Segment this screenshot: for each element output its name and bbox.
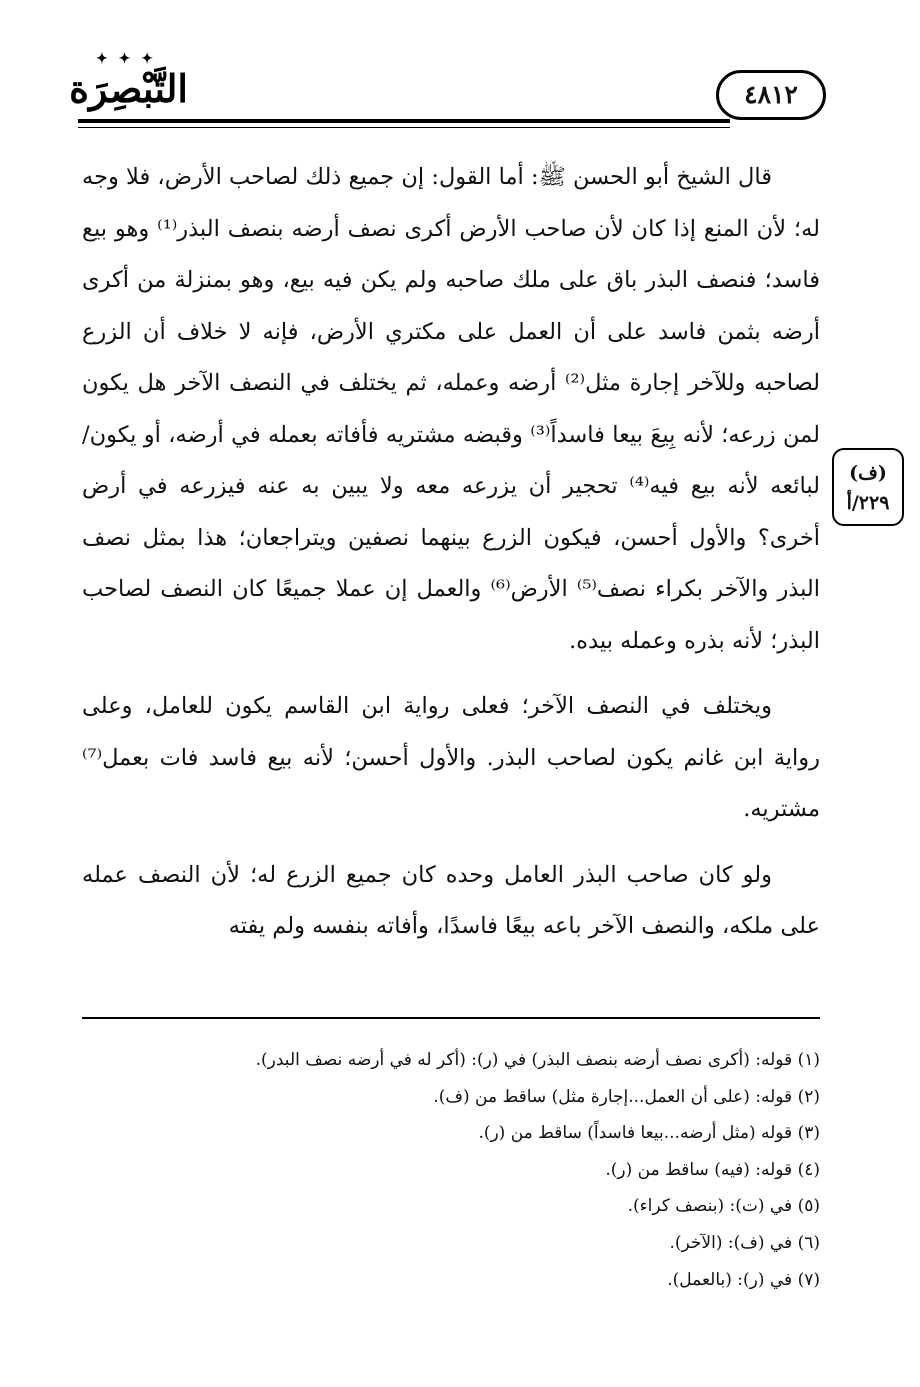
page-number-badge [716, 70, 826, 120]
header-rule-thin [78, 127, 730, 128]
paragraph: قال الشيخ أبو الحسن ﷺ: أما القول: إن جميع ذلك لصاحب الأرض، فلا وجه له؛ لأن المنع إذا كان لأن صاحب الأرض أكرى نصف أرضه بنصف البذر⁽¹⁾ وهو بيع فاسد؛ فنصف البذر باق على ملك صاحبه ولم يكن فيه بيع، وهو بمنزلة من أكرى أرضه بثمن فاسد على أن العمل على مكتري الأرض، فإنه لا خلاف أن الزرع لصاحبه وللآخر إجارة مثل⁽²⁾ أرضه وعمله، ثم يختلف في النصف الآخر هل يكون لمن زرعه؛ لأنه بِيعَ بيعا فاسداً⁽³⁾ وقبضه مشتريه فأفاته بعمله في أرضه، أو يكون/ لبائعه لأنه بيع فيه⁽⁴⁾ تحجير أن يزرعه معه ولا يبين به عنه فيزرعه في أرض أخرى؟ والأول أحسن، فيكون الزرع بينهما نصفين ويتراجعان؛ هذا بمثل نصف البذر والآخر بكراء نصف⁽⁵⁾ الأرض⁽⁶⁾ والعمل إن عملا جميعًا كان النصف لصاحب البذر؛ لأنه بذره وعمله بيده. [82, 164, 821, 654]
paragraph: ويختلف في النصف الآخر؛ فعلى رواية ابن القاسم يكون للعامل، وعلى رواية ابن غانم يكون لصاحب البذر. والأول أحسن؛ لأنه بيع فاسد فات بعمل⁽⁷⁾ مشتريه. [82, 693, 820, 822]
running-head-title [69, 51, 188, 120]
footnote: (٧) في (ر): (بالعمل). [667, 1269, 820, 1290]
page-number: ٤٨١٢ [744, 80, 798, 109]
footnote: (٥) في (ت): (بنصف كراء). [627, 1196, 820, 1217]
ornament-dots-icon: ✦ ✦ ✦ [96, 51, 156, 67]
manuscript-margin-note [832, 448, 904, 526]
main-text [82, 152, 820, 953]
paragraph: ولو كان صاحب البذر العامل وحده كان جميع الزرع له؛ لأن النصف عمله على ملكه، والنصف الآخر باعه بيعًا فاسدًا، وأفاته بنفسه ولم يفته [82, 861, 820, 939]
footnote: (٦) في (ف): (الآخر). [669, 1232, 820, 1253]
running-head-text: التَّبْصِرَة [69, 66, 188, 111]
footnote: (٣) قوله (مثل أرضه...بيعا فاسداً) ساقط من (ر). [478, 1123, 820, 1144]
footnotes [82, 1042, 820, 1298]
margin-note-folio: ٢٢٩/أ [846, 492, 890, 514]
footnote: (١) قوله: (أكرى نصف أرضه بنصف البذر) في (ر): (أكر له في أرضه نصف البدر). [255, 1050, 820, 1070]
footnote: (٢) قوله: (على أن العمل...إجارة مثل) ساقط من (ف). [433, 1086, 820, 1107]
margin-note-source: (ف) [849, 462, 887, 484]
header-rule [78, 119, 730, 123]
footnote: (٤) قوله: (فيه) ساقط من (ر). [605, 1159, 820, 1180]
footnote-separator [82, 1017, 820, 1019]
